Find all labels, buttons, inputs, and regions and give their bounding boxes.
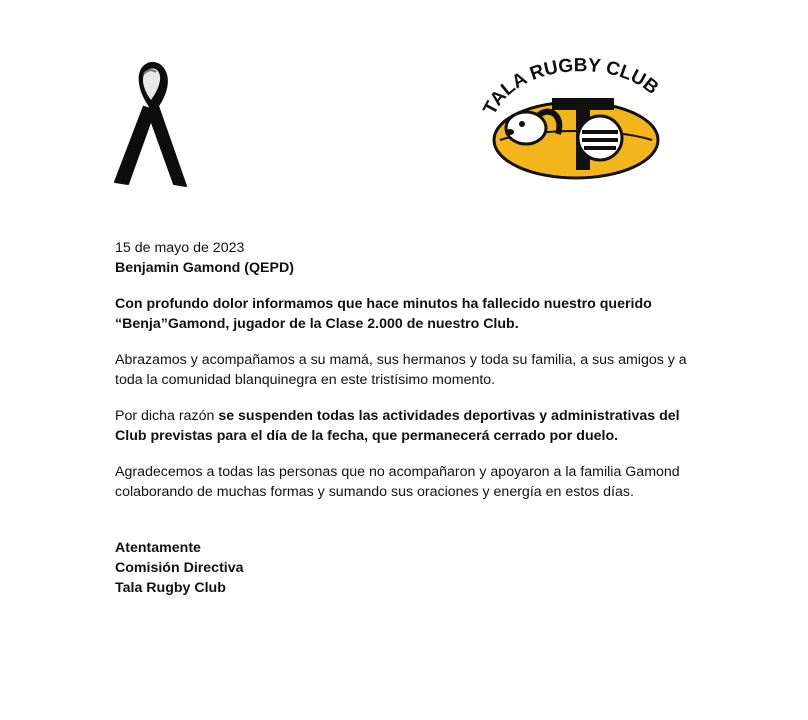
letter-body <box>115 238 695 598</box>
signatory: Comisión Directiva <box>115 560 244 576</box>
letter-date: 15 de mayo de 2023 <box>115 240 245 256</box>
letter-subject: Benjamin Gamond (QEPD) <box>115 260 294 276</box>
suspension-paragraph <box>115 406 695 446</box>
condolences-paragraph: Abrazamos y acompañamos a su mamá, sus hermanos y toda su familia, a sus amigos y a toda la comunidad blanquinegra en este tristísimo momento. <box>115 352 687 388</box>
suspension-notice: se suspenden todas las actividades deportivas y administrativas del Club previstas para el día de la fecha, que permanecerá cerrado por duelo. <box>115 408 680 444</box>
suspension-intro: Por dicha razón <box>115 408 219 424</box>
mourning-ribbon-icon <box>108 58 194 192</box>
thanks-paragraph: Agradecemos a todas las personas que no acompañaron y apoyaron a la familia Gamond colaborando de muchas formas y sumando sus oraciones y energía en estos días. <box>115 464 680 500</box>
club-name: Tala Rugby Club <box>115 580 226 596</box>
announcement-paragraph: Con profundo dolor informamos que hace minutos ha fallecido nuestro querido “Benja”Gamond, jugador de la Clase 2.000 de nuestro Club. <box>115 296 652 332</box>
closing: Atentamente <box>115 540 201 556</box>
logo-text: TALA RUGBY CLUB <box>479 58 663 119</box>
tala-rugby-club-logo <box>478 58 674 182</box>
